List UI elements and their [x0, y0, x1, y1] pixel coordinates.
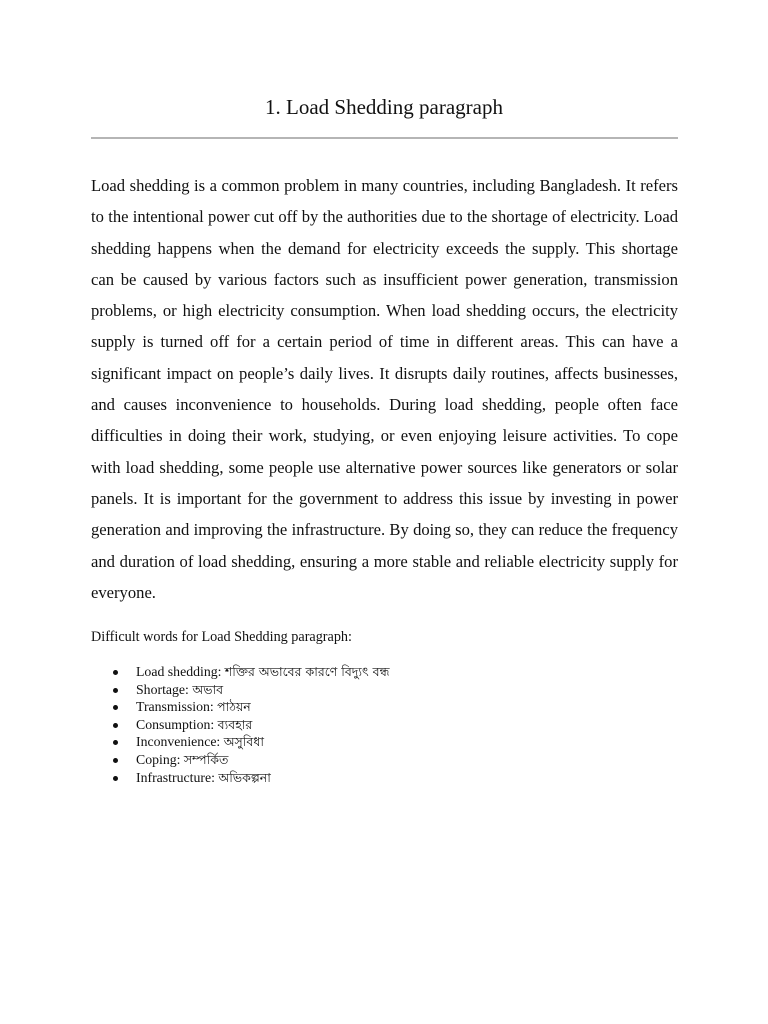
bullet-icon: [113, 740, 118, 745]
word-term: Shortage:: [136, 681, 189, 697]
word-translation: অভাব: [192, 681, 224, 697]
bullet-icon: [113, 670, 118, 675]
word-term: Load shedding:: [136, 664, 222, 679]
word-term: Infrastructure:: [136, 769, 215, 785]
difficult-word-item: [91, 751, 678, 769]
bullet-icon: [113, 705, 118, 710]
page-title: 1. Load Shedding paragraph: [265, 95, 503, 119]
difficult-word-item: [91, 733, 678, 751]
bullet-icon: [113, 688, 118, 693]
word-translation: অভিকল্পনা: [218, 769, 271, 785]
word-translation: সম্পর্কিত: [183, 751, 229, 767]
difficult-word-item: [91, 716, 678, 734]
difficult-word-item: [91, 663, 678, 681]
difficult-words-list: [91, 663, 678, 786]
word-translation: অসুবিধা: [223, 734, 264, 750]
title-divider: [91, 137, 678, 139]
word-translation: শক্তির অভাবের কারণে বিদ্যুৎ বন্ধ: [224, 664, 390, 679]
difficult-words-heading: Difficult words for Load Shedding paragraph:: [91, 629, 352, 645]
word-term: Transmission:: [136, 699, 214, 715]
word-term: Coping:: [136, 751, 181, 767]
word-translation: পাঠয়ন: [217, 699, 251, 715]
bullet-icon: [113, 776, 118, 781]
bullet-icon: [113, 723, 118, 728]
difficult-word-item: [91, 698, 678, 716]
difficult-word-item: [91, 681, 678, 699]
main-paragraph: Load shedding is a common problem in many countries, including Bangladesh. It refers to the intentional power cut off by the authorities due to the shortage of electricity. Load shedding happens when the demand for electricity exceeds the supply. This shortage can be caused by various factors such as insufficient power generation, transmission problems, or high electricity consumption. When load shedding occurs, the electricity supply is turned off for a certain period of time in different areas. This can have a significant impact on people’s daily lives. It disrupts daily routines, affects businesses, and causes inconvenience to households. During load shedding, people often face difficulties in doing their work, studying, or even enjoying leisure activities. To cope with load shedding, some people use alternative power sources like generators or solar panels. It is important for the government to address this issue by investing in power generation and improving the infrastructure. By doing so, they can reduce the frequency and duration of load shedding, ensuring a more stable and reliable electricity supply for everyone.: [91, 176, 678, 602]
word-term: Inconvenience:: [136, 734, 221, 750]
difficult-word-item: [91, 769, 678, 787]
word-term: Consumption:: [136, 716, 215, 732]
bullet-icon: [113, 758, 118, 763]
word-translation: ব্যবহার: [217, 716, 253, 732]
